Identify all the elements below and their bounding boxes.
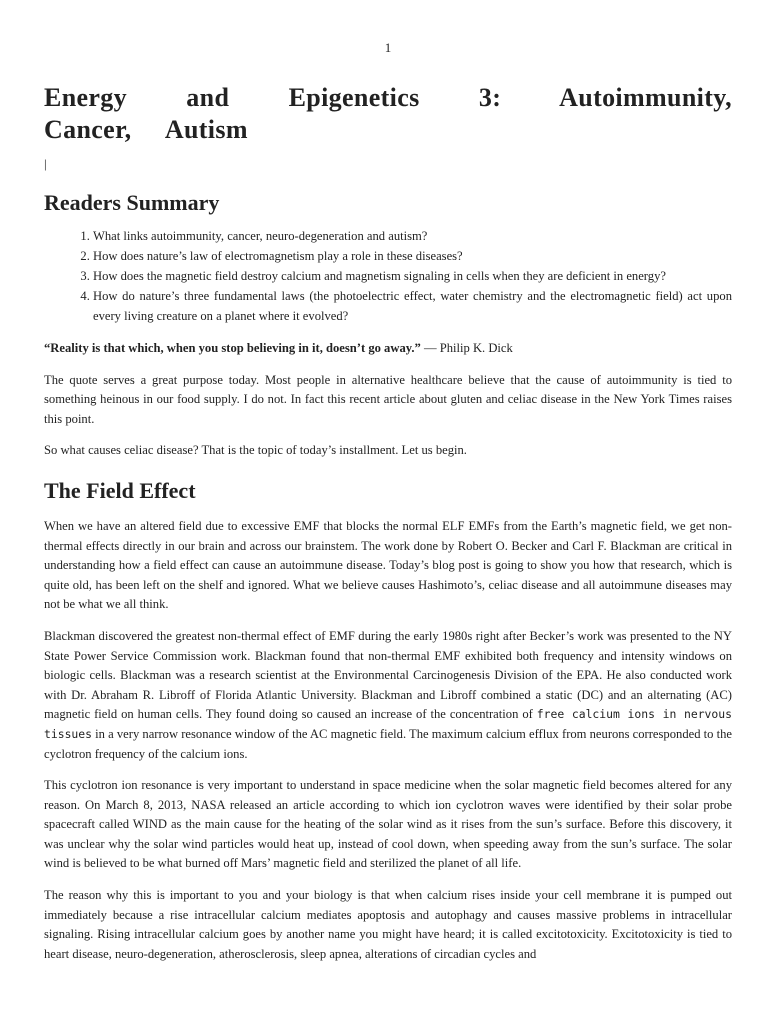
readers-summary-list (44, 226, 732, 326)
body-paragraph: The reason why this is important to you and your biology is that when calcium rises inside your cell membrane it is pumped out immediately because a rise intracellular calcium mediates apoptosis and autophagy and causes massive problems in intracellular signaling. Rising intracellular calcium goes by another name you might have heard; it is called excitotoxicity. Excitotoxicity is tied to heart disease, neuro-degeneration, atherosclerosis, sleep apnea, alterations of circadian cycles and (44, 888, 732, 961)
intro-paragraph: So what causes celiac disease? That is the topic of today’s installment. Let us begin. (44, 443, 467, 458)
quote-text: “Reality is that which, when you stop believing in it, doesn’t go away.” (44, 341, 421, 355)
body-paragraph: This cyclotron ion resonance is very important to understand in space medicine when the solar magnetic field becomes altered for any reason. On March 8, 2013, NASA released an article according to which ion cyclotron waves were identified by their solar probe spacecraft called WIND as the main cause for the heating of the solar wind as it rises from the sun’s surface. Before this discovery, it was unclear why the solar wind particles would heat up, instead of cool down, when speeding away from the sun’s surface. The solar wind is believed to be what burned off Mars’ magnetic field and sterilized the planet of all life. (44, 778, 732, 871)
text-cursor-mark: | (44, 156, 47, 171)
readers-summary-heading: Readers Summary (44, 190, 220, 215)
field-effect-heading: The Field Effect (44, 477, 196, 503)
quote-attribution: — Philip K. Dick (420, 341, 513, 355)
summary-item: 3. How does the magnetic field destroy calcium and magnetism signaling in cells when they are deficient in energy? (93, 266, 732, 286)
quote-paragraph (44, 339, 732, 359)
summary-item: 2. How does nature’s law of electromagnetism play a role in these diseases? (93, 246, 732, 266)
body-paragraph: When we have an altered field due to excessive EMF that blocks the normal ELF EMFs from the Earth’s magnetic field, we get non-thermal effects directly in our brain and across our brainstem. The work done by Robert O. Becker and Carl F. Blackman are critical in understanding how a field effect can cause an autoimmune disease. Today’s blog post is going to show you how that research, which is quite old, has been left on the shelf and ignored. What we believe causes Hashimoto’s, celiac disease and all autoimmune diseases may not be what we all think. (44, 518, 732, 612)
paragraph-text: in a very narrow resonance window of the AC magnetic field. The maximum calcium efflux from neurons corresponded to the cyclotron frequency of the calcium ions. (44, 726, 732, 761)
summary-item: 1. What links autoimmunity, cancer, neuro-degeneration and autism? (93, 226, 732, 246)
body-paragraph (44, 627, 732, 764)
paragraph-text: Blackman discovered the greatest non-thermal effect of EMF during the early 1980s right after Becker’s work was presented to the NY State Power Service Commission work. Blackman found that non-thermal EMF exhibited both frequency and intensity windows on biologic cells. Blackman was a research scientist at the Environmental Carcinogenesis Division of the EPA. He also conducted work with Dr. Abraham R. Libroff of Florida Atlantic University. Blackman and Libroff combined a static (DC) and an alternating (AC) magnetic field on human cells. They found doing so caused an increase of the concentration of (44, 628, 732, 722)
intro-paragraph: The quote serves a great purpose today. Most people in alternative healthcare believe that the cause of autoimmunity is tied to something heinous in our food supply. I do not. In fact this recent article about gluten and celiac disease in the New York Times raises this point. (44, 372, 732, 426)
summary-item: 4. How do nature’s three fundamental laws (the photoelectric effect, water chemistry and the electromagnetic field) act upon every living creature on a planet where it evolved? (93, 286, 732, 326)
emphasized-phrase: free calcium ions in nervous tissues (44, 707, 732, 741)
page-title: Energy and Epigenetics 3: Autoimmunity, Cancer, Autism (44, 83, 732, 144)
page-number: 1 (384, 40, 392, 55)
